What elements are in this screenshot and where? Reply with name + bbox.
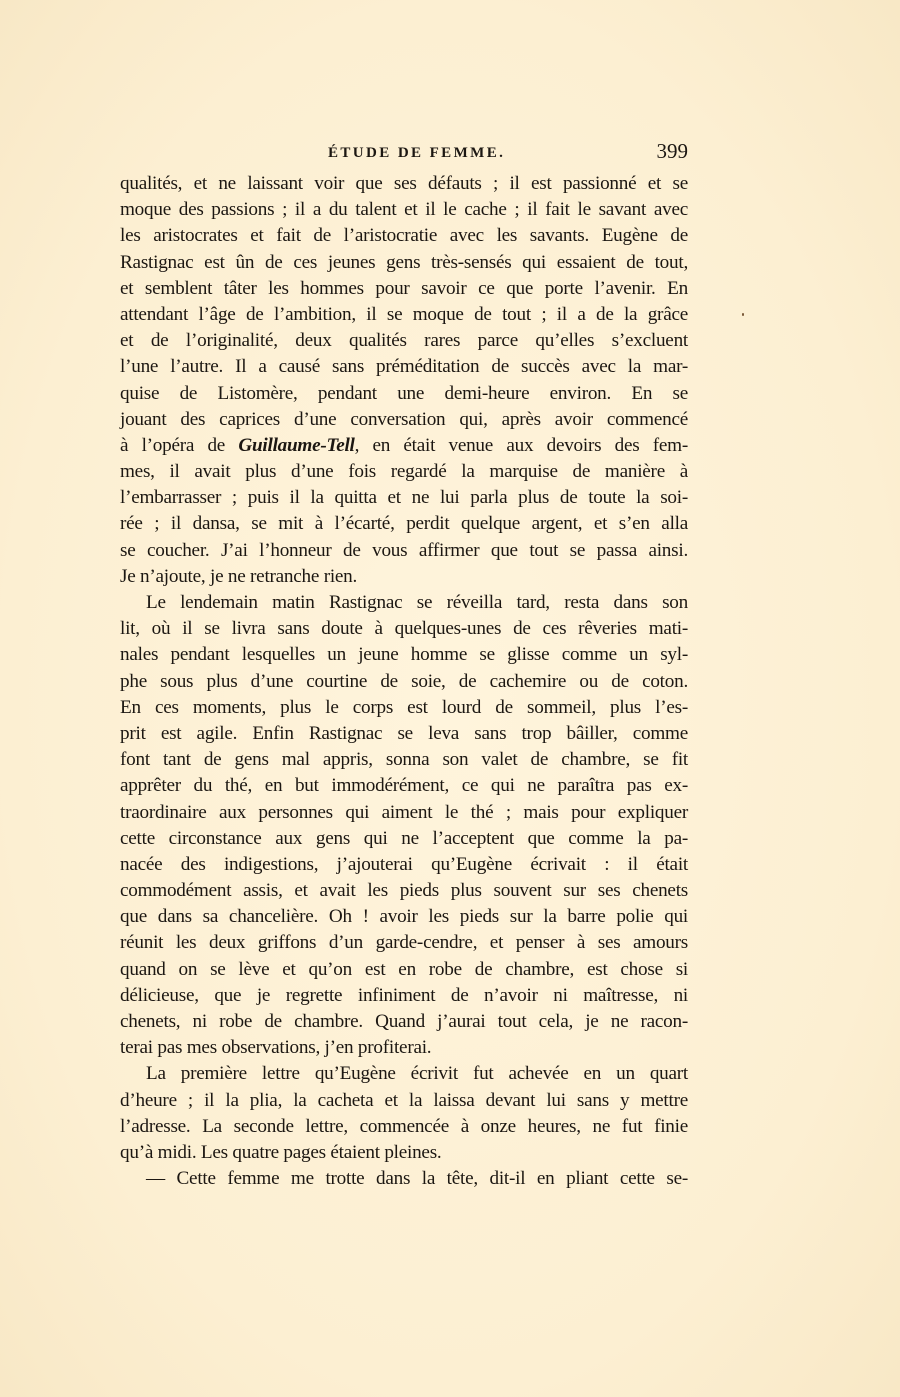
text-line: d’heure ; il la plia, la cacheta et la laissa devant lui sans y mettre (120, 1089, 688, 1111)
text-line: et de l’originalité, deux qualités rares parce qu’elles s’excluent (120, 330, 688, 352)
text-line: apprêter du thé, en but immodérément, ce qui ne paraîtra pas ex- (120, 775, 688, 797)
text-line: et semblent tâter les hommes pour savoir ce que porte l’avenir. En (120, 277, 688, 299)
text-line: terai pas mes observations, j’en profiterai. (120, 1037, 432, 1059)
text-line: La première lettre qu’Eugène écrivit fut achevée en un quart (146, 1063, 688, 1085)
text-line: rée ; il dansa, se mit à l’écarté, perdit quelque argent, et s’en alla (120, 513, 688, 535)
text-line: se coucher. J’ai l’honneur de vous affirmer que tout se passa ainsi. (120, 539, 688, 561)
text-line: quand on se lève et qu’on est en robe de chambre, est chose si (120, 958, 688, 980)
text-line: attendant l’âge de l’ambition, il se moque de tout ; il a de la grâce (120, 303, 688, 325)
text-line: l’embarrasser ; puis il la quitta et ne lui parla plus de toute la soi- (120, 487, 688, 509)
text-line: délicieuse, que je regrette infiniment de n’avoir ni maîtresse, ni (120, 984, 688, 1006)
text-line: jouant des caprices d’une conversation qui, après avoir commencé (120, 408, 688, 430)
text-line: lit, où il se livra sans doute à quelques-unes de ces rêveries mati- (120, 618, 688, 640)
text-line: traordinaire aux personnes qui aiment le thé ; mais pour expliquer (120, 801, 688, 823)
text-line: font tant de gens mal appris, sonna son valet de chambre, se fit (120, 749, 688, 771)
text-line: nales pendant lesquelles un jeune homme se glisse comme un syl- (120, 644, 688, 666)
text-segment: à l’opéra de (120, 434, 239, 456)
text-line: nacée des indigestions, j’ajouterai qu’Eugène écrivait : il était (120, 853, 688, 875)
running-title: ÉTUDE DE FEMME. (328, 145, 506, 161)
text-line: cette circonstance aux gens qui ne l’acceptent que comme la pa- (120, 827, 688, 849)
text-line: quise de Listomère, pendant une demi-heure environ. En se (120, 382, 688, 404)
paragraph (120, 590, 688, 1061)
paragraph (120, 171, 688, 590)
text-line: mes, il avait plus d’une fois regardé la marquise de manière à (120, 461, 688, 483)
text-line: l’une l’autre. Il a causé sans préméditation de succès avec la mar- (120, 356, 688, 378)
text-line: commodément assis, et avait les pieds plus souvent sur ses chenets (120, 880, 688, 902)
text-line: réunit les deux griffons d’un garde-cendre, et penser à ses amours (120, 932, 688, 954)
text-line (120, 433, 688, 459)
text-line: que dans sa chancelière. Oh ! avoir les pieds sur la barre polie qui (120, 906, 688, 928)
text-line: les aristocrates et fait de l’aristocratie avec les savants. Eugène de (120, 225, 688, 247)
text-line: Rastignac est ûn de ces jeunes gens très-sensés qui essaient de tout, (120, 251, 688, 273)
italic-title: Guillaume-Tell (238, 434, 355, 456)
text-line: qualités, et ne laissant voir que ses défauts ; il est passionné et se (120, 173, 688, 194)
page-header (120, 141, 688, 169)
text-line: l’adresse. La seconde lettre, commencée à onze heures, ne fut finie (120, 1115, 688, 1137)
text-line: qu’à midi. Les quatre pages étaient pleines. (120, 1141, 442, 1163)
paper-speck (742, 313, 744, 316)
text-line: En ces moments, plus le corps est lourd de sommeil, plus l’es- (120, 696, 688, 718)
text-line: — Cette femme me trotte dans la tête, dit-il en pliant cette se- (146, 1168, 688, 1190)
paragraph (120, 1061, 688, 1166)
text-segment: , en était venue aux devoirs des fem- (354, 434, 688, 456)
text-line: moque des passions ; il a du talent et il le cache ; il fait le savant avec (120, 199, 688, 221)
body-text (120, 171, 688, 1192)
text-line: prit est agile. Enfin Rastignac se leva sans trop bâiller, comme (120, 722, 688, 744)
text-line: Le lendemain matin Rastignac se réveilla tard, resta dans son (146, 592, 688, 613)
text-line: Je n’ajoute, je ne retranche rien. (120, 565, 358, 587)
paragraph (120, 1166, 688, 1192)
text-line: chenets, ni robe de chambre. Quand j’aurai tout cela, je ne racon- (120, 1011, 688, 1032)
text-line: phe sous plus d’une courtine de soie, de cachemire ou de coton. (120, 670, 688, 692)
page-number: 399 (656, 139, 688, 163)
